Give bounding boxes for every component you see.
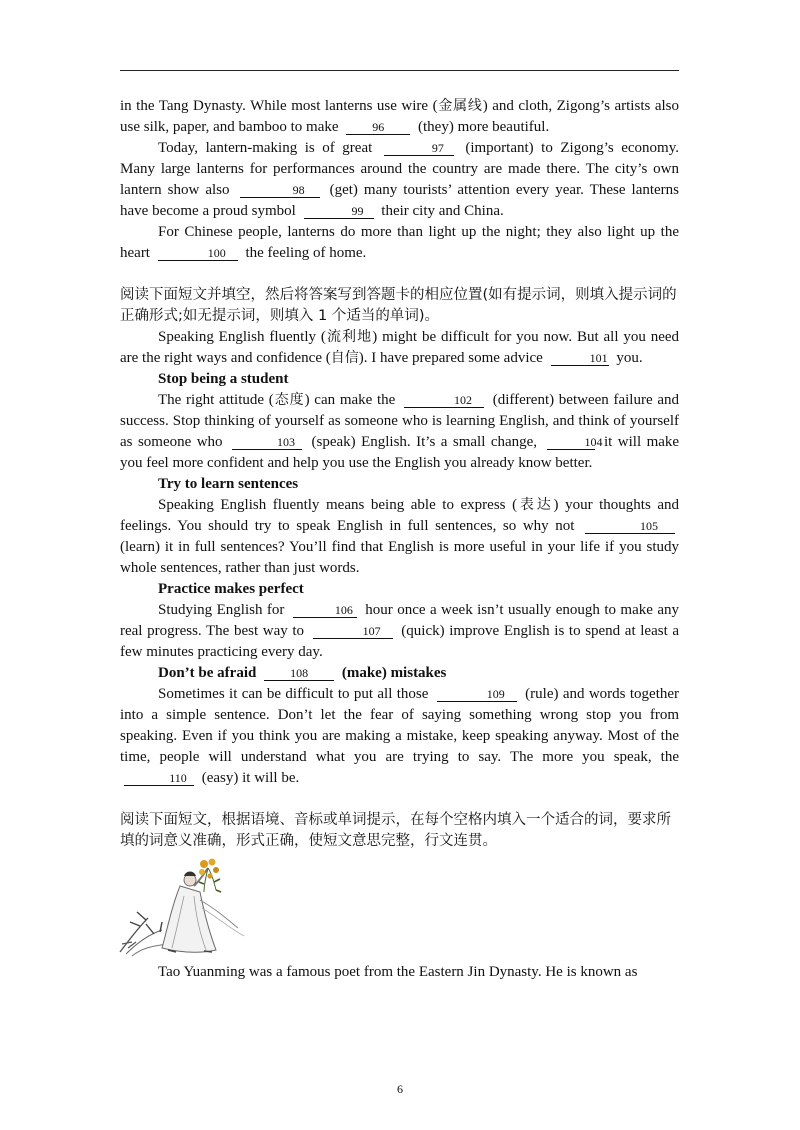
blank-107[interactable]: 107 (313, 624, 393, 639)
document-body (120, 96, 679, 983)
paragraph-sentences: Speaking English fluently means being able to express (表达) your thoughts and feelings. You should try to speak English in full sentences, so why not 105 (learn) it in full sentences? You’ll find that English is more useful in your life if you study whole sentences, rather than just words. (120, 497, 680, 576)
blank-110[interactable]: 110 (124, 771, 194, 786)
paragraph-lantern-3: For Chinese people, lanterns do more than light up the night; they also light up the heart 100 the feeling of home. (120, 224, 679, 261)
paragraph-tao-yuanming: Tao Yuanming was a famous poet from the Eastern Jin Dynasty. He is known as (158, 964, 638, 980)
heading-practice: Practice makes perfect (158, 581, 304, 597)
instruction-2: 阅读下面短文，根据语境、音标或单词提示，在每个空格内填入一个适合的词，要求所填的词意义准确，形式正确，使短文意思完整，行文连贯。 (120, 812, 671, 849)
paragraph-lantern-1: in the Tang Dynasty. While most lanterns use wire (金属线) and cloth, Zigong’s artists also use silk, paper, and bamboo to make 96 (they) more beautiful. (120, 98, 679, 135)
blank-98[interactable]: 98 (240, 183, 320, 198)
blank-102[interactable]: 102 (404, 393, 484, 408)
blank-97[interactable]: 97 (384, 141, 454, 156)
paragraph-practice: Studying English for 106 hour once a week isn’t usually enough to make any real progress. The best way to 107 (quick) improve English is to spend at least a few minutes practicing every day. (120, 602, 680, 660)
header-rule (120, 70, 679, 71)
blank-108[interactable]: 108 (264, 666, 334, 681)
heading-learn-sentences: Try to learn sentences (158, 476, 299, 492)
blank-104[interactable]: 104 (547, 435, 595, 450)
blank-101[interactable]: 101 (551, 351, 609, 366)
blank-100[interactable]: 100 (158, 246, 238, 261)
paragraph-mistakes: Sometimes it can be difficult to put all those 109 (rule) and words together into a simple sentence. Don’t let the fear of saying something wrong stop you from speaking. Even if you think you are making a mistake, keep speaking anyway. Most of the time, people will understand what you are trying to say. The more you speak, the 110 (easy) it will be. (120, 686, 680, 786)
paragraph-speaking-intro: Speaking English fluently (流利地) might be difficult for you now. But all you need are the right ways and confidence (自信). I have prepared some advice 101 you. (120, 329, 680, 366)
paragraph-lantern-2: Today, lantern-making is of great 97 (important) to Zigong’s economy. Many large lanterns for performances around the country are made there. The city’s own lantern show also 98 (get) many tourists’ attention every year. These lanterns have become a proud symbol 99 their city and China. (120, 140, 680, 219)
instruction-1: 阅读下面短文并填空，然后将答案写到答题卡的相应位置(如有提示词，则填入提示词的正确形式;如无提示词，则填入 1 个适当的单词)。 (120, 287, 677, 324)
blank-106[interactable]: 106 (293, 603, 357, 618)
heading-stop-being-student: Stop being a student (158, 371, 289, 387)
heading-dont-be-afraid: Don’t be afraid 108 (make) mistakes (158, 665, 447, 681)
blank-105[interactable]: 105 (585, 519, 675, 534)
blank-96[interactable]: 96 (346, 120, 410, 135)
paragraph-attitude: The right attitude (态度) can make the 102 (different) between failure and success. Stop thinking of yourself as someone who is learning English, and think of yourself as someone who 103 (speak) English. It’s a small change, 104 it will make you feel more confident and help you use the English you already know better. (120, 392, 680, 471)
blank-109[interactable]: 109 (437, 687, 517, 702)
blank-99[interactable]: 99 (304, 204, 374, 219)
poet-illustration (118, 856, 278, 960)
page-number: 6 (397, 1082, 403, 1096)
poet-with-chrysanthemum-icon (118, 856, 278, 960)
blank-103[interactable]: 103 (232, 435, 302, 450)
